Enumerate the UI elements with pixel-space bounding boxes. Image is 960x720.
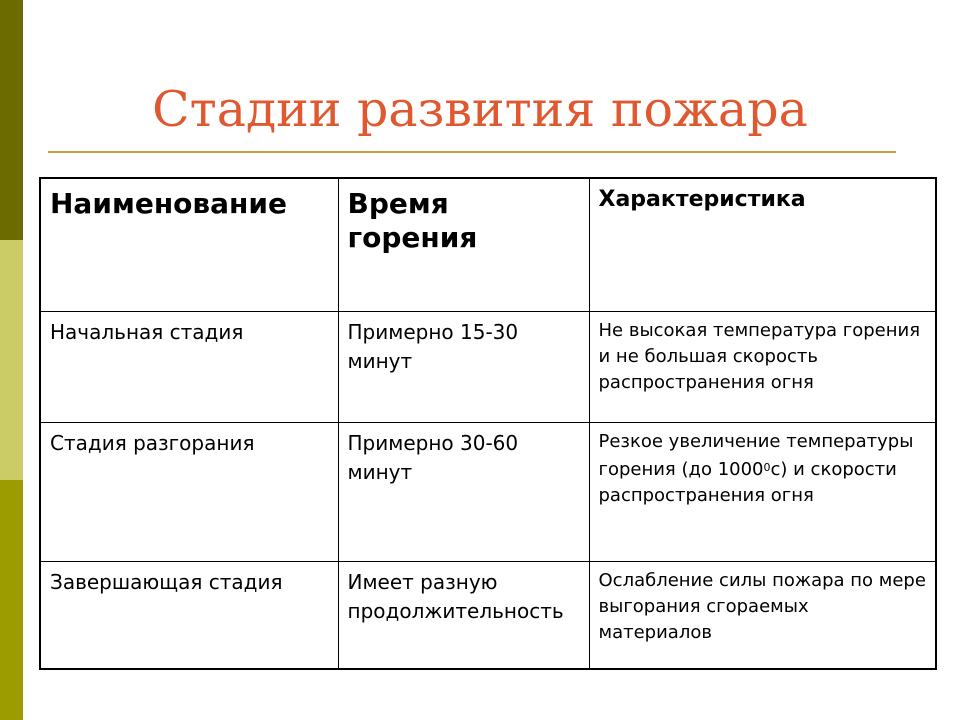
fire-stages-table [39, 177, 937, 670]
stage-name-cell: Стадия разгорания [40, 423, 338, 562]
sidebar-band-light [0, 240, 23, 480]
stage-time-cell: Примерно 15-30 минут [338, 312, 589, 423]
table-row [40, 423, 936, 562]
stage-description-cell: Резкое увеличение температуры горения (до 1000$^0$с) и скорости распространения огня [589, 423, 936, 562]
table-row [40, 312, 936, 423]
sidebar-band-mid [0, 480, 23, 720]
header-cell-time: Время горения [338, 178, 589, 312]
stage-name-cell: Начальная стадия [40, 312, 338, 423]
table-header-row [40, 178, 936, 312]
stage-time-cell: Имеет разную продолжительность [338, 562, 589, 670]
stage-name-cell: Завершающая стадия [40, 562, 338, 670]
header-cell-description: Характеристика [589, 178, 936, 312]
table-row [40, 562, 936, 670]
stage-time-cell: Примерно 30-60 минут [338, 423, 589, 562]
stage-description-cell: Ослабление силы пожара по мере выгорания сгораемых материалов [589, 562, 936, 670]
slide-title: Стадии развития пожара [152, 81, 808, 138]
stage-description-cell: Не высокая температура горения и не большая скорость распространения огня [589, 312, 936, 423]
header-cell-name: Наименование [40, 178, 338, 312]
title-underline [48, 151, 896, 153]
